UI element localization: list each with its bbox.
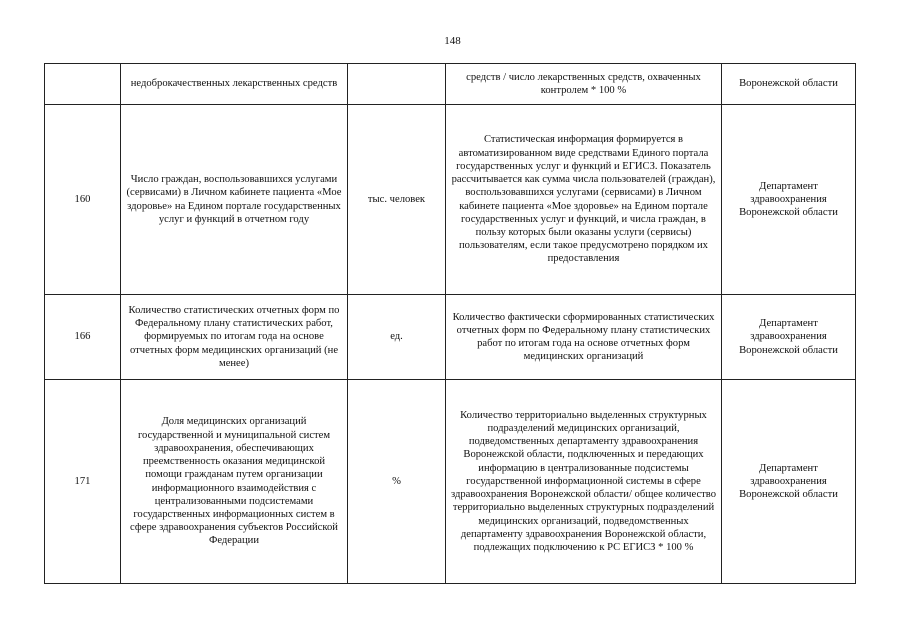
table-row <box>45 105 856 295</box>
page-number: 148 <box>444 35 461 47</box>
table-row <box>45 64 856 105</box>
responsible-body: Воронежской области <box>722 64 856 105</box>
row-number: 166 <box>45 295 121 380</box>
indicators-table <box>44 63 856 584</box>
indicator-name: Количество статистических отчетных форм по Федеральному плану статистических работ, формируемых по итогам года на основе отчетных форм медицинских организаций (не менее) <box>121 295 348 380</box>
indicator-name: Число граждан, воспользовавшихся услугами (сервисами) в Личном кабинете пациента «Мое здоровье» на Едином портале государственных услуг и функций в отчетном году <box>121 105 348 295</box>
row-number <box>45 64 121 105</box>
responsible-body: Департамент здравоохранения Воронежской области <box>722 295 856 380</box>
table-row <box>45 380 856 584</box>
row-number: 171 <box>45 380 121 584</box>
row-number: 160 <box>45 105 121 295</box>
responsible-body: Департамент здравоохранения Воронежской области <box>722 380 856 584</box>
indicator-name: недоброкачественных лекарственных средств <box>121 64 348 105</box>
calculation-method: Количество территориально выделенных структурных подразделений медицинских организаций, подведомственных департаменту здравоохранения Воронежской области, подключенных и передающих информацию в централизованные подсистемы государственной информационной системы в сфере здравоохранения Воронежской области/ общее количество территориально выделенных структурных подразделений медицинских организаций, подведомственных департаменту здравоохранения Воронежской области, подлежащих подключению к РС ЕГИСЗ * 100 % <box>446 380 722 584</box>
unit-of-measure: ед. <box>348 295 446 380</box>
calculation-method: средств / число лекарственных средств, охваченных контролем * 100 % <box>446 64 722 105</box>
responsible-body: Департамент здравоохранения Воронежской области <box>722 105 856 295</box>
unit-of-measure <box>348 64 446 105</box>
table-row <box>45 295 856 380</box>
calculation-method: Статистическая информация формируется в автоматизированном виде средствами Единого портала государственных услуг и функций и ЕГИСЗ. Показатель рассчитывается как сумма числа пользователей (граждан), воспользовавшихся услугами (сервисами) в Личном кабинете пациента «Мое здоровье» на Едином портале государственных услуг и функций, и числа граждан, в пользу которых были оказаны услуги (сервисы) пользователям, если такое предусмотрено порядком их предоставления <box>446 105 722 295</box>
unit-of-measure: тыс. человек <box>348 105 446 295</box>
unit-of-measure: % <box>348 380 446 584</box>
indicator-name: Доля медицинских организаций государственной и муниципальной систем здравоохранения, обеспечивающих преемственность оказания медицинской помощи гражданам путем организации информационного взаимодействия с централизованными подсистемами государственных информационных систем в сфере здравоохранения субъектов Российской Федерации <box>121 380 348 584</box>
calculation-method: Количество фактически сформированных статистических отчетных форм по Федеральному плану статистических работ по итогам года на основе отчетных форм медицинских организаций <box>446 295 722 380</box>
